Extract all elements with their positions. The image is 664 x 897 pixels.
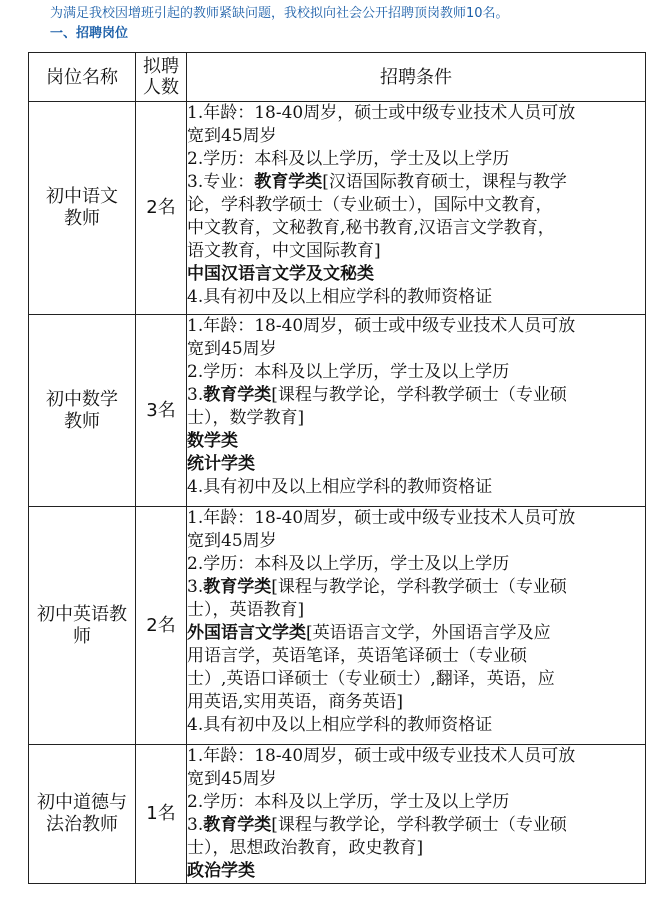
headcount-cell: 3名: [136, 315, 187, 507]
position-name-line: 师: [73, 625, 91, 647]
position-name-cell: [29, 507, 136, 745]
requirement-text: [课程与教学论，学科教学硕士（专业硕: [271, 385, 567, 405]
requirement-line: [187, 507, 645, 530]
requirement-line: [187, 837, 645, 860]
requirement-line: [187, 599, 645, 622]
section-heading: 一、招聘岗位: [50, 26, 129, 41]
position-name-cell: [29, 102, 136, 315]
major-category-label: 外国语言文学类: [187, 623, 306, 643]
requirement-line: [187, 315, 645, 338]
requirement-text: 4.具有初中及以上相应学科的教师资格证: [187, 477, 493, 497]
requirement-text: [课程与教学论，学科教学硕士（专业硕: [271, 577, 567, 597]
requirement-text: 2.学历：本科及以上学历，学士及以上学历: [187, 149, 510, 169]
requirement-line: [187, 530, 645, 553]
header-headcount-line2: 人数: [143, 77, 179, 98]
requirement-text: 宽到45周岁: [187, 531, 277, 551]
requirement-line: [187, 791, 645, 814]
headcount-cell: 2名: [136, 102, 187, 315]
requirement-text: 2.学历：本科及以上学历，学士及以上学历: [187, 792, 510, 812]
requirements-cell: [187, 507, 646, 745]
header-headcount-line1: 拟聘: [143, 56, 179, 77]
requirement-line: [187, 194, 645, 217]
position-name-line: 初中道德与: [37, 792, 127, 813]
positions-table: [28, 52, 646, 884]
requirement-line: [187, 476, 645, 499]
requirement-text: 1.年龄：18-40周岁，硕士或中级专业技术人员可放: [187, 508, 576, 528]
requirement-text: 士）,英语口译硕士（专业硕士）,翻译，英语，应: [187, 669, 555, 689]
requirement-line: [187, 576, 645, 599]
major-category-label: 教育学类: [203, 577, 272, 597]
header-headcount: [136, 53, 187, 102]
requirements-cell: [187, 745, 646, 884]
requirement-prefix: 3.: [187, 577, 204, 597]
table-row: [29, 507, 646, 745]
requirement-line: [187, 714, 645, 737]
position-name-line: 初中语文: [46, 186, 118, 207]
major-category-label: 政治学类: [187, 861, 255, 881]
requirement-text: 语文教育，中文国际教育]: [187, 241, 381, 261]
requirement-text: 2.学历：本科及以上学历，学士及以上学历: [187, 362, 510, 382]
position-name-cell: [29, 315, 136, 507]
table-row: [29, 315, 646, 507]
requirement-text: 2.学历：本科及以上学历，学士及以上学历: [187, 554, 510, 574]
requirement-text: 1.年龄：18-40周岁，硕士或中级专业技术人员可放: [187, 746, 576, 766]
requirement-line: [187, 361, 645, 384]
requirement-text: 1.年龄：18-40周岁，硕士或中级专业技术人员可放: [187, 316, 576, 336]
position-name-line: 教师: [64, 410, 100, 432]
requirement-text: 论，学科教学硕士（专业硕士），国际中文教育，: [187, 195, 553, 215]
requirement-text: 4.具有初中及以上相应学科的教师资格证: [187, 715, 493, 735]
requirement-line: [187, 240, 645, 263]
position-name-line: 教师: [64, 208, 100, 229]
requirement-text: 宽到45周岁: [187, 126, 277, 146]
requirement-line: [187, 125, 645, 148]
requirement-prefix: 3.专业：: [187, 172, 255, 192]
requirement-line: [187, 430, 645, 453]
requirement-line: [187, 384, 645, 407]
requirement-text: [课程与教学论，学科教学硕士（专业硕: [271, 815, 567, 835]
major-category-label: 数学类: [187, 431, 238, 451]
position-name-line: 初中数学: [46, 388, 118, 410]
header-requirements: 招聘条件: [187, 53, 646, 102]
requirement-text: 用语言学，英语笔译，英语笔译硕士（专业硕: [187, 646, 527, 666]
requirement-line: [187, 171, 645, 194]
viewport-cutoff: [0, 889, 664, 897]
requirement-text: 1.年龄：18-40周岁，硕士或中级专业技术人员可放: [187, 103, 576, 123]
requirement-text: 用英语,实用英语，商务英语]: [187, 692, 404, 712]
intro-text: 为满足我校因增班引起的教师紧缺问题，我校拟向社会公开招聘顶岗教师10名。: [50, 6, 509, 21]
requirement-line: [187, 553, 645, 576]
requirement-text: 4.具有初中及以上相应学科的教师资格证: [187, 287, 493, 307]
position-name-line: 法治教师: [46, 814, 118, 835]
major-category-label: 统计学类: [187, 454, 255, 474]
requirement-text: 宽到45周岁: [187, 339, 277, 359]
requirements-cell: [187, 315, 646, 507]
requirement-line: [187, 102, 645, 125]
requirement-line: [187, 814, 645, 837]
requirement-text: 士），数学教育]: [187, 408, 305, 428]
requirement-line: [187, 286, 645, 309]
table-row: [29, 102, 646, 315]
requirement-text: [汉语国际教育硕士，课程与教学: [322, 172, 567, 192]
requirement-text: 士），思想政治教育，政史教育]: [187, 838, 424, 858]
requirement-text: 宽到45周岁: [187, 769, 277, 789]
requirement-line: [187, 745, 645, 768]
requirement-prefix: 3.: [187, 385, 204, 405]
requirement-prefix: 3.: [187, 815, 204, 835]
position-name-line: 初中英语教: [37, 603, 127, 625]
requirement-text: 士），英语教育]: [187, 600, 305, 620]
major-category-label: 中国汉语言文学及文秘类: [187, 264, 374, 284]
requirement-line: [187, 217, 645, 240]
major-category-label: 教育学类: [254, 172, 323, 192]
headcount-cell: 2名: [136, 507, 187, 745]
requirement-line: [187, 860, 645, 883]
requirement-line: [187, 668, 645, 691]
requirements-cell: [187, 102, 646, 315]
requirement-line: [187, 691, 645, 714]
requirement-line: [187, 263, 645, 286]
requirement-line: [187, 148, 645, 171]
requirement-text: 中文教育，文秘教育,秘书教育,汉语言文学教育，: [187, 218, 555, 238]
requirement-line: [187, 622, 645, 645]
requirement-line: [187, 407, 645, 430]
header-position-name: 岗位名称: [29, 53, 136, 102]
major-category-label: 教育学类: [203, 385, 272, 405]
major-category-label: 教育学类: [203, 815, 272, 835]
requirement-text: [英语语言文学，外国语言学及应: [306, 623, 551, 643]
requirement-line: [187, 338, 645, 361]
requirement-line: [187, 453, 645, 476]
headcount-cell: 1名: [136, 745, 187, 884]
requirement-line: [187, 645, 645, 668]
requirement-line: [187, 768, 645, 791]
position-name-cell: [29, 745, 136, 884]
table-header-row: [29, 53, 646, 102]
table-row: [29, 745, 646, 884]
